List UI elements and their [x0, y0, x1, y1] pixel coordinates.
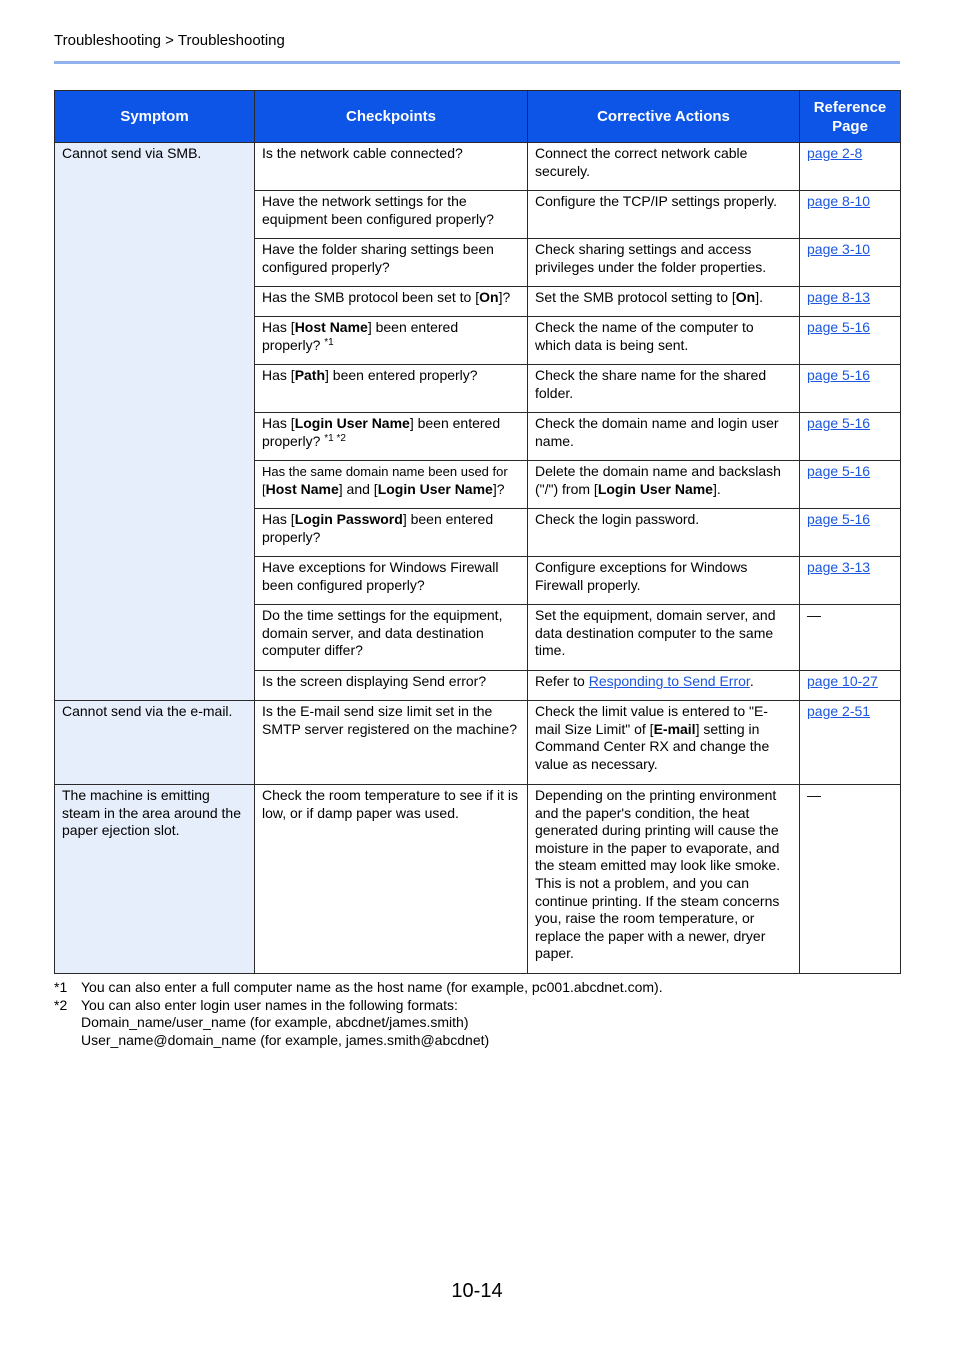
symptom-cell: Cannot send via SMB. [55, 143, 255, 701]
table-row [55, 143, 901, 191]
checkpoint-cell: Do the time settings for the equipment, domain server, and data destination computer differ? [255, 605, 528, 671]
responding-to-send-error-link[interactable]: Responding to Send Error [588, 673, 750, 689]
column-header-symptom: Symptom [55, 91, 255, 143]
checkpoint-cell: Have the folder sharing settings been configured properly? [255, 239, 528, 287]
footnote-mark: *2 [54, 996, 68, 1013]
action-cell: Check the domain name and login user name. [528, 413, 800, 461]
action-cell: Set the SMB protocol setting to [On]. [528, 287, 800, 317]
footnote-ref: *1 *2 [324, 432, 346, 444]
reference-link[interactable]: page 5-16 [807, 319, 871, 335]
action-cell: Check sharing settings and access privileges under the folder properties. [528, 239, 800, 287]
action-cell: Delete the domain name and backslash ("/") from [Login User Name]. [528, 461, 800, 509]
reference-cell [800, 317, 901, 365]
footnotes [54, 979, 900, 1049]
action-cell: Set the equipment, domain server, and data destination computer to the same time. [528, 605, 800, 671]
reference-cell [800, 191, 901, 239]
action-cell: Refer to Responding to Send Error. [528, 671, 800, 701]
table-row [55, 785, 901, 974]
action-cell: Check the name of the computer to which data is being sent. [528, 317, 800, 365]
footnote-2 [54, 997, 900, 1015]
checkpoint-cell: Has [Path] been entered properly? [255, 365, 528, 413]
table-row [55, 701, 901, 785]
action-cell: Check the login password. [528, 509, 800, 557]
reference-cell [800, 365, 901, 413]
column-header-corrective-actions: Corrective Actions [528, 91, 800, 143]
header-divider [54, 61, 900, 64]
reference-link[interactable]: page 3-10 [807, 241, 871, 257]
reference-link[interactable]: page 5-16 [807, 511, 871, 527]
checkpoint-cell: Have the network settings for the equipment been configured properly? [255, 191, 528, 239]
reference-link[interactable]: page 3-13 [807, 559, 871, 575]
reference-cell [800, 287, 901, 317]
column-header-reference-page: Reference Page [800, 91, 901, 143]
reference-link[interactable]: page 8-13 [807, 289, 871, 305]
footnote-1 [54, 979, 900, 997]
reference-cell [800, 671, 901, 701]
footnote-text: You can also enter a full computer name as the host name (for example, pc001.abcdnet.com). [81, 979, 663, 995]
checkpoint-cell: Has the same domain name been used for [Host Name] and [Login User Name]? [255, 461, 528, 509]
action-cell: Check the share name for the shared folder. [528, 365, 800, 413]
reference-cell: — [800, 785, 901, 974]
footnote-ref: *1 [324, 336, 334, 348]
checkpoint-cell: Is the E-mail send size limit set in the SMTP server registered on the machine? [255, 701, 528, 785]
troubleshooting-table [54, 90, 901, 974]
symptom-cell: The machine is emitting steam in the area around the paper ejection slot. [55, 785, 255, 974]
action-cell: Depending on the printing environment and the paper's condition, the heat generated during printing will cause the moisture in the paper to evaporate, and the steam emitted may look like smoke. This is not a problem, and you can continue printing. If the steam concerns you, raise the room temperature, or replace the paper with a newer, dryer paper. [528, 785, 800, 974]
reference-cell [800, 701, 901, 785]
action-cell: Configure exceptions for Windows Firewall properly. [528, 557, 800, 605]
footnote-mark: *1 [54, 979, 68, 995]
checkpoint-cell: Has [Host Name] been entered properly? $^{*1}$ [255, 317, 528, 365]
reference-link[interactable]: page 8-10 [807, 193, 871, 209]
column-header-checkpoints: Checkpoints [255, 91, 528, 143]
reference-cell [800, 557, 901, 605]
checkpoint-cell: Has the SMB protocol been set to [On]? [255, 287, 528, 317]
checkpoint-cell: Is the screen displaying Send error? [255, 671, 528, 701]
reference-cell [800, 461, 901, 509]
reference-link[interactable]: page 5-16 [807, 415, 871, 431]
reference-link[interactable]: page 10-27 [807, 673, 878, 689]
footnote-2-format-2: User_name@domain_name (for example, james.smith@abcdnet) [81, 1031, 490, 1048]
reference-link[interactable]: page 2-51 [807, 703, 871, 719]
checkpoint-cell: Has [Login Password] been entered properly? [255, 509, 528, 557]
reference-link[interactable]: page 5-16 [807, 367, 871, 383]
reference-link[interactable]: page 5-16 [807, 463, 871, 479]
reference-cell: — [800, 605, 901, 671]
reference-cell [800, 239, 901, 287]
reference-cell [800, 413, 901, 461]
footnote-2-format-1: Domain_name/user_name (for example, abcdnet/james.smith) [81, 1014, 469, 1030]
footnote-text: You can also enter login user names in the following formats: [81, 996, 458, 1013]
action-cell: Connect the correct network cable securely. [528, 143, 800, 191]
reference-cell [800, 509, 901, 557]
reference-link[interactable]: page 2-8 [807, 145, 863, 161]
action-cell: Configure the TCP/IP settings properly. [528, 191, 800, 239]
reference-cell [800, 143, 901, 191]
checkpoint-cell: Check the room temperature to see if it is low, or if damp paper was used. [255, 785, 528, 974]
action-cell: Check the limit value is entered to "E-mail Size Limit" of [E-mail] setting in Command Center RX and change the value as necessary. [528, 701, 800, 785]
checkpoint-cell: Is the network cable connected? [255, 143, 528, 191]
checkpoint-cell: Has [Login User Name] been entered properly? $^{*1 *2}$ [255, 413, 528, 461]
checkpoint-cell: Have exceptions for Windows Firewall been configured properly? [255, 557, 528, 605]
symptom-cell: Cannot send via the e-mail. [55, 701, 255, 785]
breadcrumb: Troubleshooting > Troubleshooting [54, 32, 285, 49]
table-header-row [55, 91, 901, 143]
page-number: 10-14 [451, 1280, 503, 1302]
